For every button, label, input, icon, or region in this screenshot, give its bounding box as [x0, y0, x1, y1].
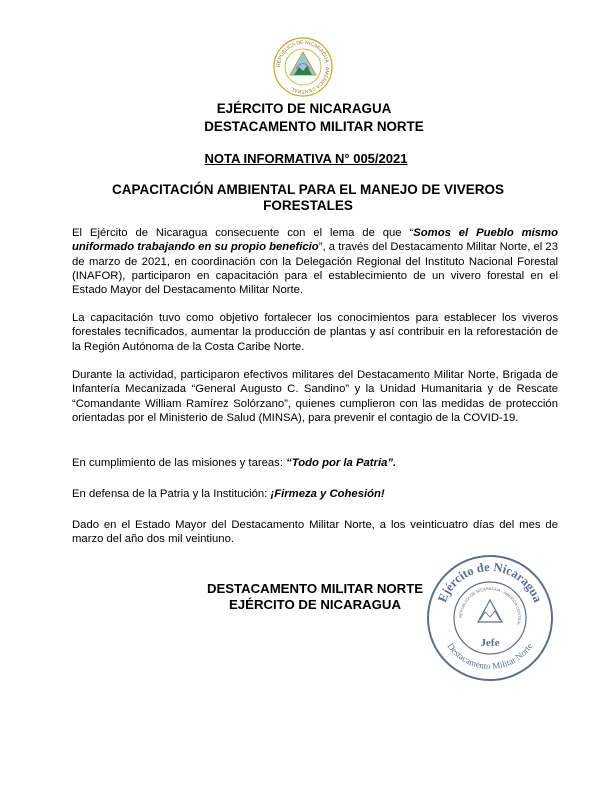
paragraph-1	[72, 226, 558, 297]
svg-text:REPÚBLICA DE NICARAGUA · AMÉRI	[458, 586, 522, 627]
seal-text: REPÚBLICA DE NICARAGUA · AMÉRICA CENTRAL	[275, 39, 331, 95]
paragraph-1-intro: El Ejército de Nicaragua consecuente con el lema de que “	[72, 227, 414, 239]
stamp-inner-text: REPÚBLICA DE NICARAGUA · AMÉRICA CENTRAL	[457, 585, 523, 627]
header-detachment-name: DESTACAMENTO MILITAR NORTE	[204, 119, 424, 134]
paragraph-5-motto: ¡Firmeza y Cohesión!	[270, 488, 385, 500]
paragraph-5	[72, 487, 558, 501]
coat-of-arms-seal	[272, 36, 334, 98]
stamp-center-text: Jefe	[480, 637, 500, 649]
paragraph-5-text: En defensa de la Patria y la Institución:	[72, 488, 271, 500]
paragraph-6: Dado en el Estado Mayor del Destacamento Militar Norte, a los veinticuatro días del mes de marzo del año dos mil veintiuno.	[72, 519, 558, 546]
official-stamp	[426, 554, 554, 682]
nota-informativa-number: NOTA INFORMATIVA N° 005/2021	[204, 151, 408, 166]
paragraph-2: La capacitación tuvo como objetivo fortalecer los conocimientos para establecer los viveros forestales tecnificados, aumentar la producción de plantas y así contribuir en la reforestación de la Región Autónoma de la Costa Caribe Norte.	[72, 312, 558, 353]
paragraph-3: Durante la actividad, participaron efectivos militares del Destacamento Militar Norte, Brigada de Infantería Mecanizada “General Augusto C. Sandino” y la Unidad Humanitaria y de Rescate “Comandante William Ramírez Solórzano”, quienes cumplieron con las medidas de protección orientadas por el Ministerio de Salud (MINSA), para prevenir el contagio de la COVID-19.	[72, 369, 558, 424]
paragraph-4-motto: “Todo por la Patria”.	[286, 457, 397, 469]
document-title: CAPACITACIÓN AMBIENTAL PARA EL MANEJO DE VIVEROS FORESTALES	[111, 182, 505, 213]
paragraph-1-body: ”, a través del Destacamento Militar Norte, el 23 de marzo de 2021, en coordinación con la Delegación Regional del Instituto Nacional Forestal (INAFOR), participaron en capacitación para el establecimiento de un vivero forestal en el Estado Mayor del Destacamento Militar Norte.	[72, 241, 559, 297]
paragraph-4	[72, 456, 558, 470]
header-army-name: EJÉRCITO DE NICARAGUA	[216, 101, 392, 116]
signature-army: EJÉRCITO DE NICARAGUA	[229, 597, 401, 612]
signature-detachment: DESTACAMENTO MILITAR NORTE	[206, 581, 424, 596]
paragraph-4-text: En cumplimiento de las misiones y tareas:	[72, 457, 287, 469]
stamp-bottom-text: Destacamento Militar Norte	[445, 641, 535, 672]
stamp-top-text: Ejército de Nicaragua	[435, 559, 545, 605]
paragraph-1-motto: Somos el Pueblo mismo uniformado trabajando en su propio beneficio	[72, 227, 559, 254]
